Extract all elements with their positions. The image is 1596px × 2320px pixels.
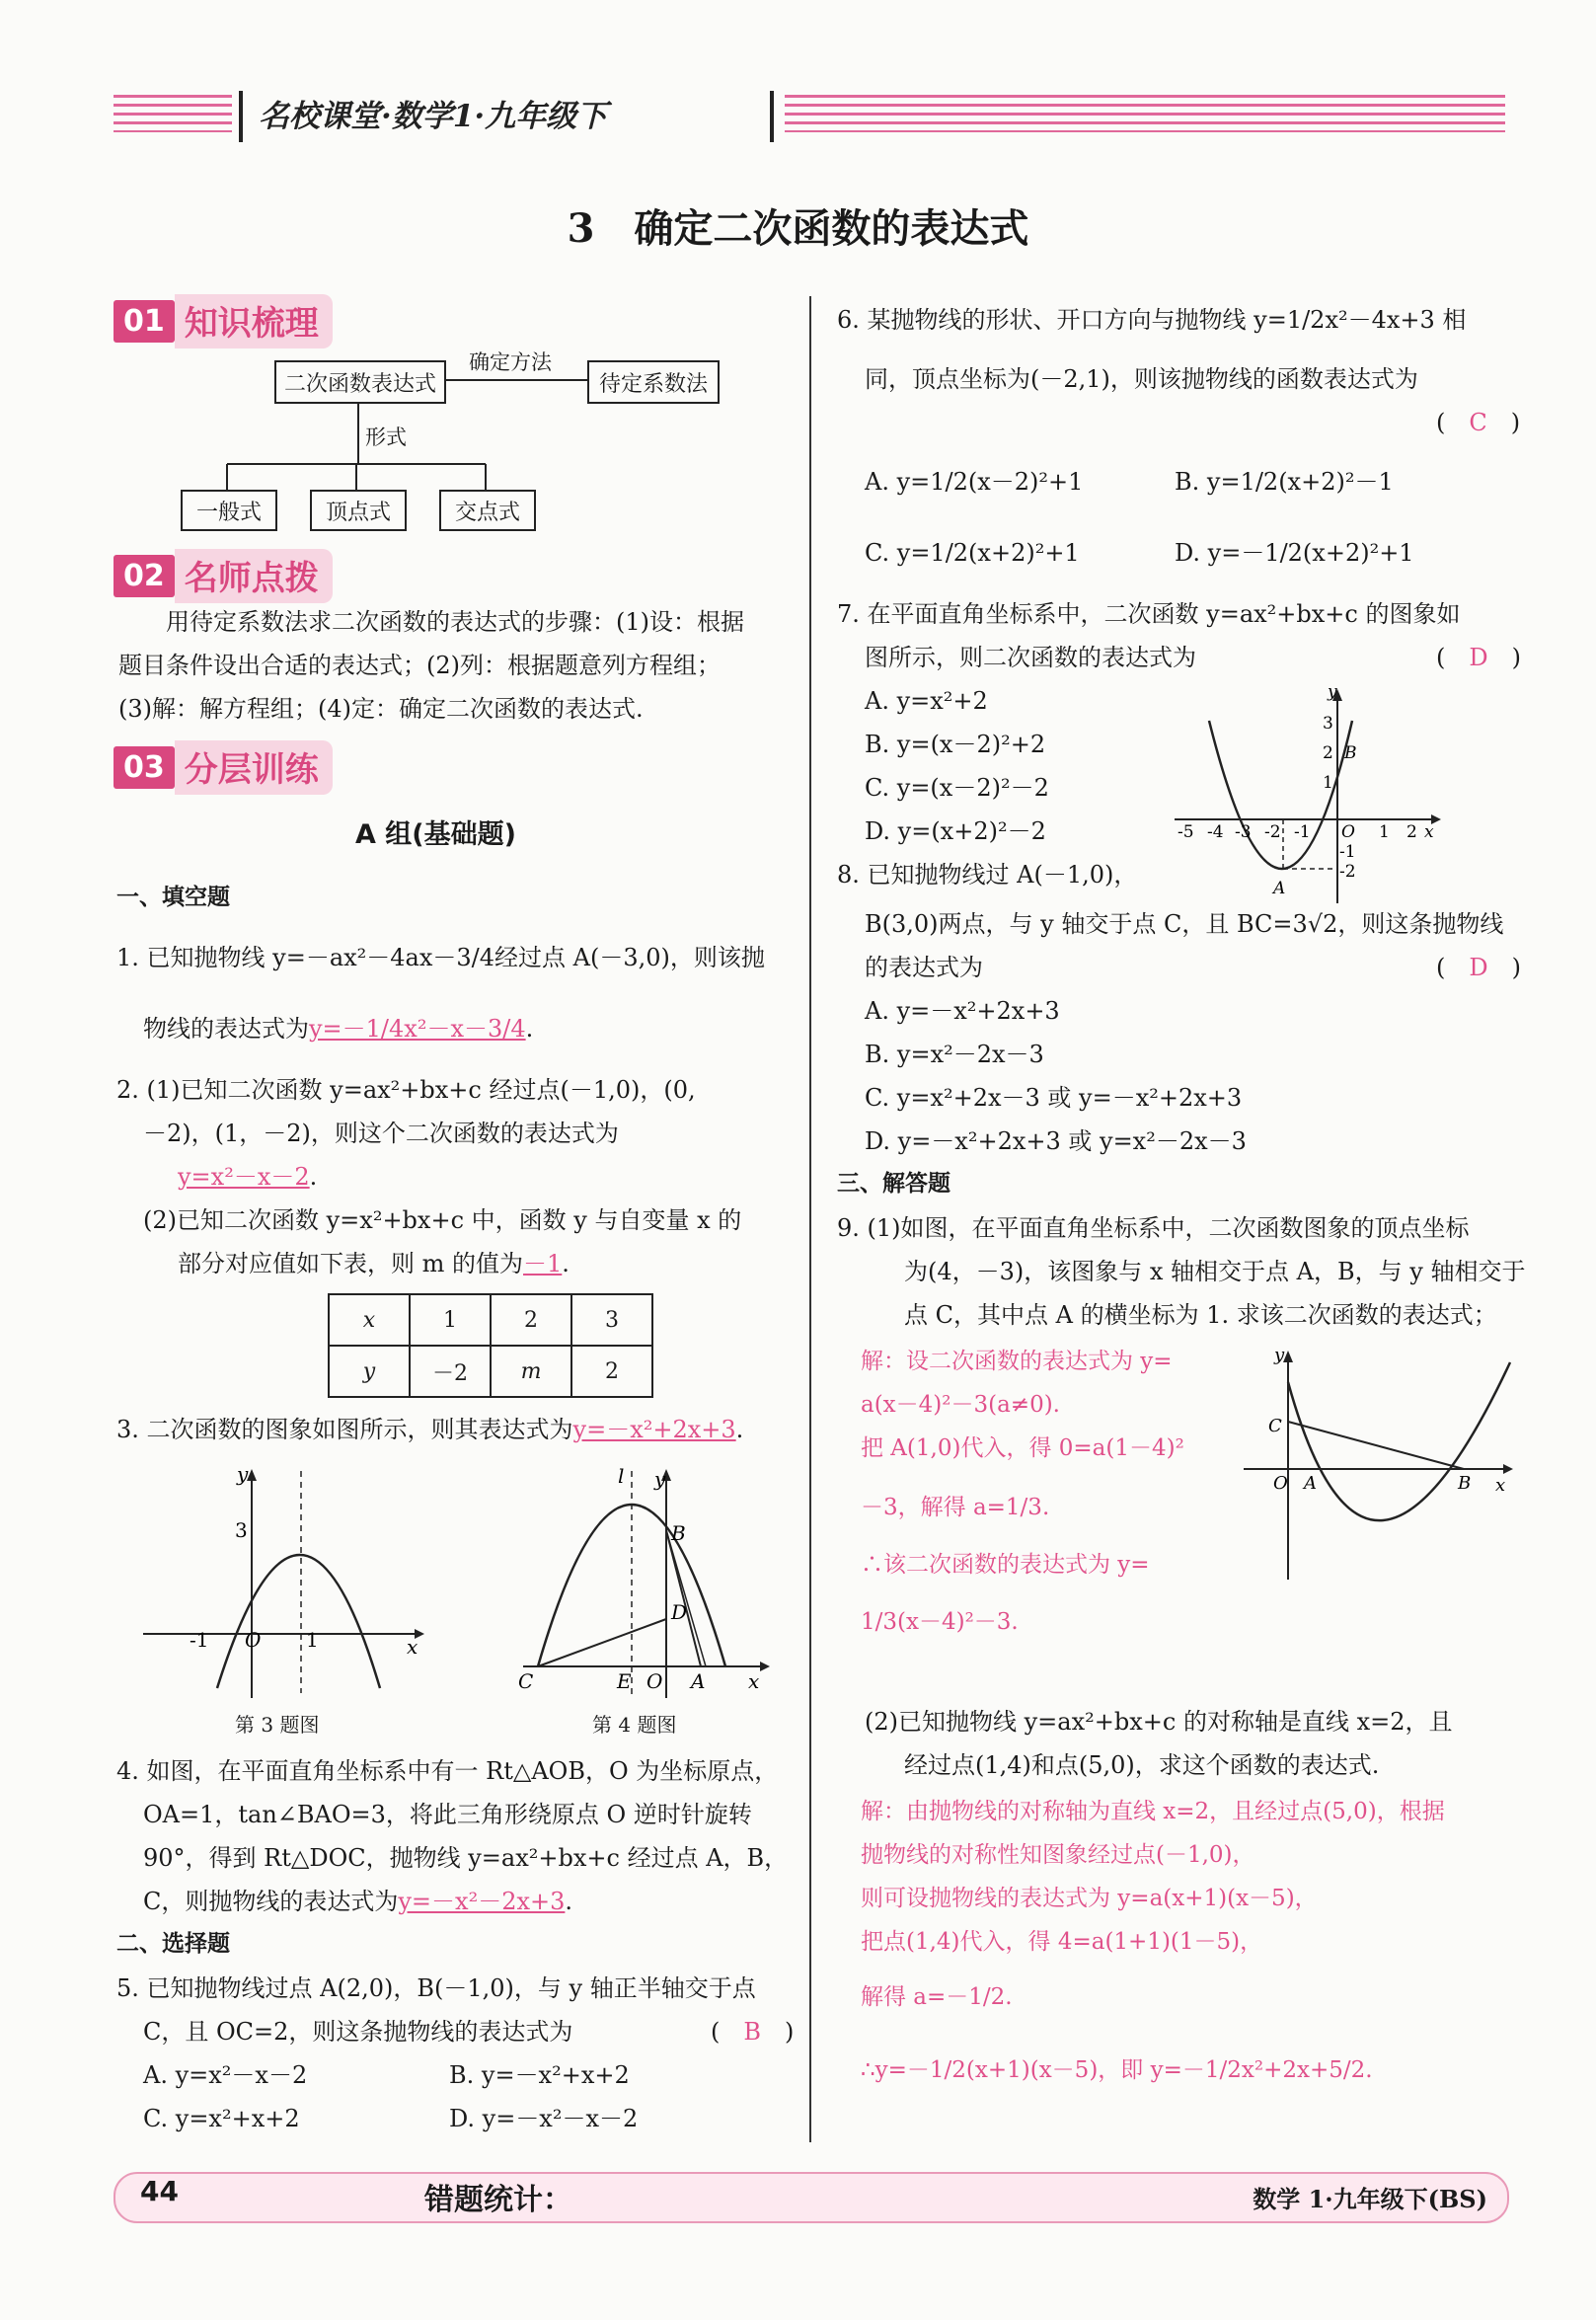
q3-answer: y=－x²+2x+3 xyxy=(572,1416,736,1443)
mindmap-form: 交点式 xyxy=(439,490,536,531)
q7-answer: ( D ) xyxy=(1436,644,1521,671)
q9-line: 点 C，其中点 A 的横坐标为 1. 求该二次函数的表达式； xyxy=(904,1301,1497,1329)
q7-option: B. y=(x－2)²+2 xyxy=(865,731,1046,758)
q6-option: C. y=1/2(x+2)²+1 xyxy=(865,539,1080,567)
svg-text:-5: -5 xyxy=(1178,822,1194,842)
svg-text:B: B xyxy=(1458,1473,1472,1494)
q9-solution-line: ∴该二次函数的表达式为 y= xyxy=(861,1552,1150,1578)
q1-text: 物线的表达式为 xyxy=(143,1015,309,1043)
q1-answer: y=－1/4x²－x－3/4 xyxy=(309,1015,526,1043)
column-divider xyxy=(809,296,811,2142)
q1-line: 1. 已知抛物线 y=－ax²－4ax－3/4经过点 A(－3,0)，则该抛 xyxy=(116,944,765,971)
svg-text:1: 1 xyxy=(1323,773,1333,793)
section-number: 01 xyxy=(114,300,175,343)
svg-text:-1: -1 xyxy=(1294,822,1311,842)
q9-line: 经过点(1,4)和点(5,0)，求这个函数的表达式. xyxy=(904,1751,1380,1779)
q9-solution-line: a(x－4)²－3(a≠0). xyxy=(861,1392,1060,1418)
svg-text:3: 3 xyxy=(235,1518,248,1542)
mindmap-form: 一般式 xyxy=(181,490,277,531)
svg-text:A: A xyxy=(1304,1473,1317,1494)
table-cell: 2 xyxy=(571,1346,652,1397)
q7-option: C. y=(x－2)²－2 xyxy=(865,774,1049,802)
q9-solution2-line: 抛物线的对称性知图象经过点(－1,0)， xyxy=(861,1842,1255,1868)
page-number: 44 xyxy=(140,2175,179,2207)
q5-option: D. y=－x²－x－2 xyxy=(449,2105,639,2132)
part-heading: 三、解答题 xyxy=(837,1170,950,1197)
figure-caption: 第 3 题图 xyxy=(235,1713,320,1737)
section-tips xyxy=(114,551,333,600)
q9-solution2-line: 解：由抛物线的对称轴为直线 x=2，且经过点(5,0)，根据 xyxy=(861,1799,1445,1824)
q7-line: 7. 在平面直角坐标系中，二次函数 y=ax²+bx+c 的图象如 xyxy=(837,600,1461,628)
svg-text:-2: -2 xyxy=(1264,822,1281,842)
figure-q9 xyxy=(1239,1343,1515,1589)
table-cell: 2 xyxy=(491,1294,571,1346)
q7-option: D. y=(x+2)²－2 xyxy=(865,817,1046,845)
svg-text:O: O xyxy=(1273,1473,1288,1494)
q6-option: A. y=1/2(x－2)²+1 xyxy=(865,468,1084,496)
q3-line: 3. 二次函数的图象如图所示，则其表达式为y=－x²+2x+3. xyxy=(116,1416,744,1443)
svg-text:O: O xyxy=(646,1669,663,1693)
q9-line: 为(4，－3)，该图象与 x 轴相交于点 A，B，与 y 轴相交于 xyxy=(904,1258,1526,1285)
svg-text:-2: -2 xyxy=(1339,862,1356,882)
mindmap-lines xyxy=(0,0,809,553)
section-name: 分层训练 xyxy=(175,740,333,795)
tip-line: (3)解：解方程组；(4)定：确定二次函数的表达式. xyxy=(118,695,644,723)
q5-option: A. y=x²－x－2 xyxy=(143,2061,308,2089)
q5-answer-text: B xyxy=(743,2018,762,2046)
q9-solution2-line: ∴y=－1/2(x+1)(x－5)，即 y=－1/2x²+2x+5/2. xyxy=(861,2057,1373,2083)
q8-option: D. y=－x²+2x+3 或 y=x²－2x－3 xyxy=(865,1127,1247,1155)
q3-text: 3. 二次函数的图象如图所示，则其表达式为 xyxy=(116,1416,573,1443)
q4-text: C，则抛物线的表达式为 xyxy=(143,1888,399,1915)
svg-text:C: C xyxy=(1268,1416,1282,1436)
mindmap-form-label: 形式 xyxy=(365,425,407,449)
q7-line: 图所示，则二次函数的表达式为 xyxy=(865,644,1196,671)
q6-line: 6. 某抛物线的形状、开口方向与抛物线 y=1/2x²－4x+3 相 xyxy=(837,306,1467,334)
section-name: 知识梳理 xyxy=(175,294,333,348)
q6-line: 同，顶点坐标为(－2,1)，则该抛物线的函数表达式为 xyxy=(865,365,1418,393)
header-lines-right xyxy=(785,95,1505,132)
q2-line: (2)已知二次函数 y=x²+bx+c 中，函数 y 与自变量 x 的 xyxy=(143,1206,742,1234)
table-cell: 1 xyxy=(410,1294,491,1346)
q9-solution-line: 1/3(x－4)²－3. xyxy=(861,1609,1019,1635)
svg-text:-4: -4 xyxy=(1207,822,1224,842)
q5-line: 5. 已知抛物线过点 A(2,0)，B(－1,0)，与 y 轴正半轴交于点 xyxy=(116,1974,756,2002)
part-heading: 二、选择题 xyxy=(116,1930,230,1957)
svg-text:D: D xyxy=(671,1600,688,1624)
svg-text:y: y xyxy=(237,1462,249,1486)
q5-option: C. y=x²+x+2 xyxy=(143,2105,300,2132)
footer-error-stats: 错题统计： xyxy=(424,2183,572,2217)
tip-line: 用待定系数法求二次函数的表达式的步骤：(1)设：根据 xyxy=(166,608,744,636)
q7-answer-text: D xyxy=(1469,644,1488,671)
q9-line: 9. (1)如图，在平面直角坐标系中，二次函数图象的顶点坐标 xyxy=(837,1214,1470,1242)
svg-text:x: x xyxy=(748,1669,760,1693)
q9-solution-line: 解：设二次函数的表达式为 y= xyxy=(861,1349,1173,1374)
q9-solution-line: －3，解得 a=1/3. xyxy=(861,1495,1050,1520)
q4-line: C，则抛物线的表达式为y=－x²－2x+3. xyxy=(143,1888,573,1915)
group-title: A 组(基础题) xyxy=(355,819,516,850)
q1-line xyxy=(143,1011,533,1046)
svg-text:O: O xyxy=(1341,822,1355,842)
q5-answer: ( B ) xyxy=(711,2018,795,2046)
q9-solution2-line: 解得 a=－1/2. xyxy=(861,1984,1013,2010)
svg-text:-1: -1 xyxy=(1339,842,1356,862)
svg-text:B: B xyxy=(671,1521,686,1545)
q7-option: A. y=x²+2 xyxy=(865,687,988,715)
footer-book-info: 数学 1·九年级下(BS) xyxy=(1253,2185,1487,2213)
svg-text:C: C xyxy=(518,1669,534,1693)
q4-line: 90°，得到 Rt△DOC，抛物线 y=ax²+bx+c 经过点 A，B， xyxy=(143,1844,789,1872)
part-heading: 一、填空题 xyxy=(116,884,230,910)
section-name: 名师点拨 xyxy=(175,549,333,603)
q6-answer-text: C xyxy=(1469,409,1487,436)
svg-text:E: E xyxy=(617,1669,632,1693)
q2-line: 部分对应值如下表，则 m 的值为－1. xyxy=(178,1250,570,1277)
q4-answer: y=－x²－2x+3 xyxy=(398,1888,566,1915)
mindmap-form: 顶点式 xyxy=(310,490,407,531)
table-cell: 3 xyxy=(571,1294,652,1346)
q8-line: B(3,0)两点，与 y 轴交于点 C，且 BC=3√2，则这条抛物线 xyxy=(865,910,1504,938)
page-title: 3 确定二次函数的表达式 xyxy=(567,205,1029,252)
section-practice xyxy=(114,742,333,792)
q6-option: D. y=－1/2(x+2)²+1 xyxy=(1175,539,1414,567)
q4-line: 4. 如图，在平面直角坐标系中有一 Rt△AOB，O 为坐标原点， xyxy=(116,1757,779,1785)
q6-option: B. y=1/2(x+2)²－1 xyxy=(1175,468,1394,496)
figure-caption: 第 4 题图 xyxy=(592,1713,677,1737)
svg-text:y: y xyxy=(1274,1345,1285,1365)
q9-line: (2)已知抛物线 y=ax²+bx+c 的对称轴是直线 x=2，且 xyxy=(865,1708,1453,1736)
svg-text:-1: -1 xyxy=(190,1628,209,1652)
value-table xyxy=(328,1293,653,1398)
table-cell: x xyxy=(329,1294,410,1346)
svg-text:2: 2 xyxy=(1323,743,1333,763)
mindmap-root: 二次函数表达式 xyxy=(274,360,446,404)
table-cell: y xyxy=(329,1346,410,1397)
svg-text:x: x xyxy=(1495,1475,1506,1496)
svg-text:-3: -3 xyxy=(1235,822,1252,842)
q8-answer: ( D ) xyxy=(1436,954,1521,981)
svg-text:1: 1 xyxy=(306,1628,319,1652)
section-number: 02 xyxy=(114,555,175,597)
table-cell: m xyxy=(491,1346,571,1397)
figure-q4 xyxy=(513,1461,770,1708)
mindmap-method: 待定系数法 xyxy=(587,360,720,404)
q2-text: 部分对应值如下表，则 m 的值为 xyxy=(178,1250,524,1277)
svg-text:1: 1 xyxy=(1379,822,1390,842)
q9-solution2-line: 把点(1,4)代入，得 4=a(1+1)(1－5)， xyxy=(861,1929,1263,1955)
q4-line: OA=1，tan∠BAO=3，将此三角形绕原点 O 逆时针旋转 xyxy=(143,1801,752,1828)
tip-line: 题目条件设出合适的表达式；(2)列：根据题意列方程组； xyxy=(118,652,721,679)
figure-q3 xyxy=(138,1461,434,1708)
q8-option: B. y=x²－2x－3 xyxy=(865,1041,1044,1068)
svg-text:2: 2 xyxy=(1406,822,1417,842)
svg-text:x: x xyxy=(407,1635,418,1659)
q2-line: 2. (1)已知二次函数 y=ax²+bx+c 经过点(－1,0)，(0, xyxy=(116,1076,696,1104)
q1-end: . xyxy=(525,1015,534,1043)
svg-text:x: x xyxy=(1424,822,1434,842)
svg-text:l: l xyxy=(618,1464,625,1488)
svg-text:3: 3 xyxy=(1323,714,1333,734)
q9-solution2-line: 则可设抛物线的表达式为 y=a(x+1)(x－5)， xyxy=(861,1886,1318,1911)
svg-text:y: y xyxy=(654,1467,666,1491)
q5-line: C，且 OC=2，则这条抛物线的表达式为 xyxy=(143,2018,573,2046)
figure-q7 xyxy=(1170,681,1446,908)
q2-answer-text: y=x²－x－2 xyxy=(178,1163,310,1191)
q5-option: B. y=－x²+x+2 xyxy=(449,2061,630,2089)
svg-text:y: y xyxy=(1328,682,1337,702)
svg-text:O: O xyxy=(245,1628,262,1652)
q8-option: C. y=x²+2x－3 或 y=－x²+2x+3 xyxy=(865,1084,1243,1112)
q2-line: －2)，(1，－2)，则这个二次函数的表达式为 xyxy=(143,1120,619,1147)
q8-option: A. y=－x²+2x+3 xyxy=(865,997,1060,1025)
svg-text:A: A xyxy=(691,1669,706,1693)
q2-answer: y=x²－x－2. xyxy=(178,1163,318,1191)
svg-text:B: B xyxy=(1344,743,1357,763)
q8-line: 的表达式为 xyxy=(865,954,983,981)
q8-answer-text: D xyxy=(1469,954,1488,981)
q8-line: 8. 已知抛物线过 A(－1,0)， xyxy=(837,861,1138,889)
q6-answer: ( C ) xyxy=(1436,409,1521,436)
table-cell: －2 xyxy=(410,1346,491,1397)
mindmap-method-label: 确定方法 xyxy=(469,350,552,374)
svg-text:A: A xyxy=(1273,879,1286,898)
section-number: 03 xyxy=(114,746,175,789)
q9-solution-line: 把 A(1,0)代入，得 0=a(1－4)² xyxy=(861,1435,1184,1461)
q2-answer2: －1 xyxy=(523,1250,563,1277)
header-title: 名校课堂·数学1·九年级下 xyxy=(259,99,608,134)
